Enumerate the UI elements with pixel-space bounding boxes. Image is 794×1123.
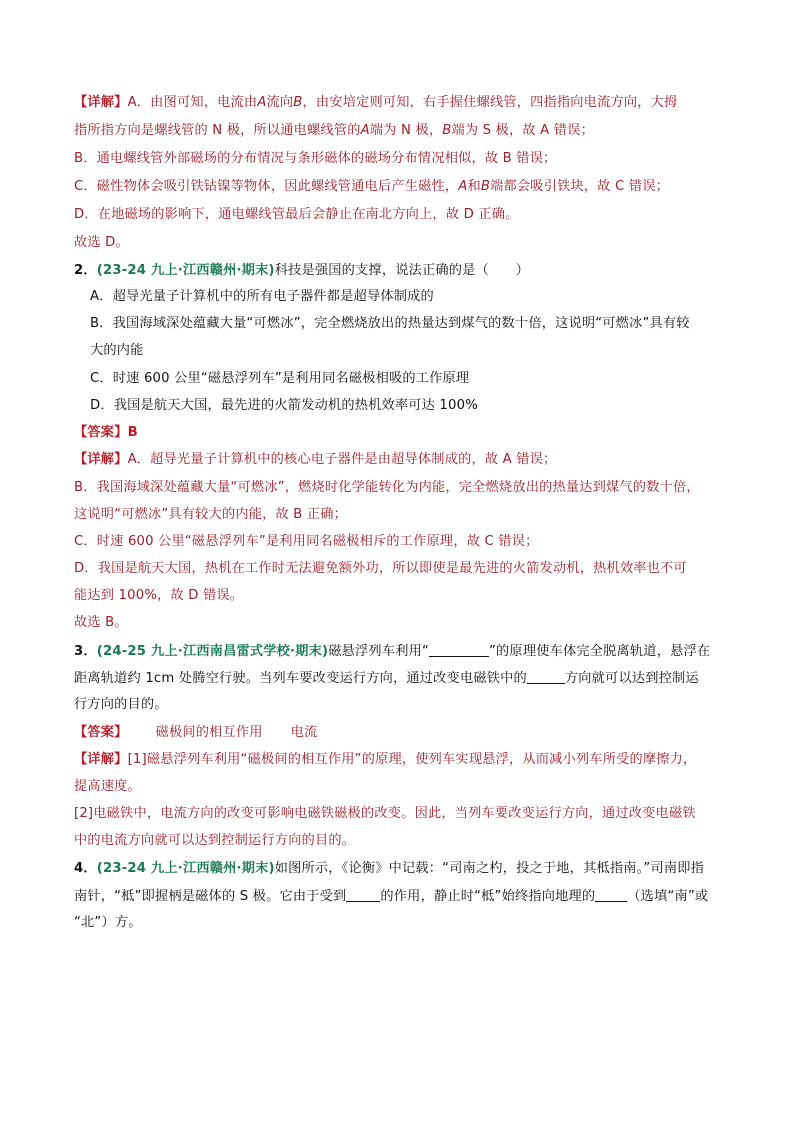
q2-option-b-line1: B．我国海域深处蕴藏大量“可燃冰”，完全燃烧放出的热量达到煤气的数十倍，这说明“可燃冰”具有较 — [90, 316, 690, 331]
q2-choose: 故选 B。 — [74, 615, 128, 630]
q1-choose: 故选 D。 — [74, 235, 129, 250]
q2-option-a: A．超导光量子计算机中的所有电子器件都是超导体制成的 — [90, 289, 434, 304]
q2-option-b-line2: 大的内能 — [90, 343, 144, 358]
q2-detail-c: C．时速 600 公里“磁悬浮列车”是利用同名磁极相斥的工作原理，故 C 错误； — [74, 534, 539, 549]
q4-stem-line2: 南针，“柢”即握柄是磁体的 S 极。它由于受到 的作用，静止时“柢”始终指向地理的 （选填“南”或 — [74, 889, 709, 904]
q3-stem-line2: 距离轨道约 1cm 处腾空行驶。当列车要改变运行方向，通过改变电磁铁中的 方向就可以达到控制运 — [74, 671, 699, 686]
q3-stem-line3: 行方向的目的。 — [74, 697, 168, 712]
q3-detail-line3: [2]电磁铁中，电流方向的改变可影响电磁铁磁极的改变。因此，当列车要改变运行方向，通过改变电磁铁 — [74, 806, 696, 821]
fill-blank[interactable] — [595, 887, 627, 902]
q3-stem-line1: 3．(24-25 九上·江西南昌雷式学校·期末)磁悬浮列车利用“ ”的原理使车体完全脱离轨道，悬浮在 — [74, 644, 711, 659]
q2-detail-b-line1: B．我国海域深处蕴藏大量“可燃冰”，燃烧时化学能转化为内能，完全燃烧放出的热量达到煤气的数十倍， — [74, 480, 700, 495]
fill-blank[interactable] — [346, 887, 380, 902]
q1-detail-b: B．通电螺线管外部磁场的分布情况与条形磁体的磁场分布情况相似，故 B 错误； — [74, 151, 557, 166]
q2-answer: 【答案】B — [74, 425, 138, 440]
detail-tag: 【详解】 — [74, 95, 128, 110]
source-label: (23-24 九上·江西赣州·期末) — [96, 861, 275, 876]
source-label: (24-25 九上·江西南昌雷式学校·期末) — [96, 644, 329, 659]
q3-detail-line4: 中的电流方向就可以达到控制运行方向的目的。 — [74, 833, 356, 848]
source-label: (23-24 九上·江西赣州·期末) — [96, 263, 275, 278]
q1-detail-a-line1: 【详解】A．由图可知，电流由A流向B，由安培定则可知，右手握住螺线管，四指指向电流方向，大拇 — [74, 95, 678, 110]
q2-detail-a: 【详解】A．超导光量子计算机中的核心电子器件是由超导体制成的，故 A 错误； — [74, 452, 557, 467]
q2-detail-d-line2: 能达到 100%，故 D 错误。 — [74, 588, 244, 603]
fill-blank[interactable] — [429, 642, 489, 657]
q3-detail-line1: 【详解】[1]磁悬浮列车利用“磁极间的相互作用”的原理，使列车实现悬浮，从而减小列车所受的摩擦力， — [74, 752, 697, 767]
q1-detail-a-line2: 指所指方向是螺线管的 N 极，所以通电螺线管的A端为 N 极，B端为 S 极，故 A 错误； — [74, 123, 594, 138]
q2-detail-d-line1: D．我国是航天大国，热机在工作时无法避免额外功，所以即使是最先进的火箭发动机，热机效率也不可 — [74, 561, 687, 576]
q2-option-d: D．我国是航天大国，最先进的火箭发动机的热机效率可达 100% — [90, 398, 478, 413]
fill-blank[interactable] — [527, 669, 565, 684]
q2-detail-b-line2: 这说明“可燃冰”具有较大的内能，故 B 正确； — [74, 507, 348, 522]
q2-stem: 2．(23-24 九上·江西赣州·期末)科技是强国的支撑，说法正确的是（ ） — [74, 263, 530, 278]
q2-option-c: C．时速 600 公里“磁悬浮列车”是利用同名磁极相吸的工作原理 — [90, 371, 470, 386]
q3-detail-line2: 提高速度。 — [74, 779, 141, 794]
q1-detail-c: C．磁性物体会吸引铁钴镍等物体，因此螺线管通电后产生磁性，A和B端都会吸引铁块，故 C 错误； — [74, 179, 669, 194]
q4-stem-line1: 4．(23-24 九上·江西赣州·期末)如图所示，《论衡》中记载：“司南之杓，投之于地，其柢指南。”司南即指 — [74, 861, 704, 876]
q1-detail-d: D．在地磁场的影响下，通电螺线管最后会静止在南北方向上，故 D 正确。 — [74, 207, 519, 222]
q4-stem-line3: “北”）方。 — [74, 915, 142, 930]
q3-answer: 【答案】 磁极间的相互作用 电流 — [74, 725, 318, 740]
